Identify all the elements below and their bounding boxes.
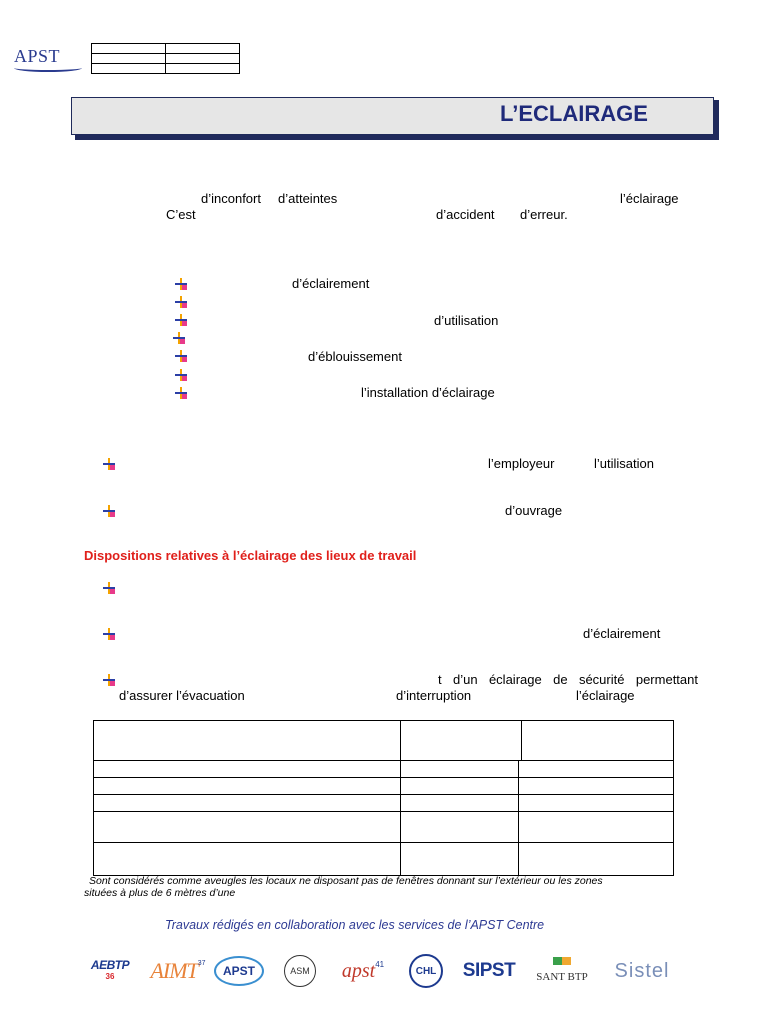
sipst-logo	[457, 954, 521, 988]
bullet-icon	[103, 674, 115, 686]
apst-partner-logo	[214, 954, 264, 988]
bullet-icon	[103, 628, 115, 640]
list1-item: d’utilisation	[434, 313, 499, 328]
reference-table	[91, 43, 240, 74]
ref-cell	[166, 54, 240, 64]
list2-word: l’employeur	[488, 456, 555, 471]
intro-word: d’accident	[436, 207, 495, 222]
footnote-line: situées à plus de 6 mètres d’une	[84, 887, 236, 899]
section-item-word: d’interruption	[396, 688, 472, 703]
bullet-icon	[175, 314, 187, 326]
apst-logo-text: APST	[14, 46, 61, 66]
apst-partner-logo-text: APST	[222, 964, 255, 978]
section-item-line: t d’un éclairage de sécurité permettant	[438, 672, 698, 687]
table-header-cell	[400, 720, 522, 761]
santbtp-logo-mark	[553, 957, 571, 965]
page-title: L’ECLAIRAGE	[500, 101, 648, 126]
table-cell	[400, 777, 519, 795]
lighting-table	[93, 720, 674, 876]
list2-word: l’utilisation	[594, 456, 654, 471]
bullet-icon	[175, 278, 187, 290]
bullet-icon	[175, 296, 187, 308]
aimt-logo-sup: 37	[197, 960, 206, 967]
bullet-icon	[103, 505, 115, 517]
ref-cell	[166, 64, 240, 74]
ref-cell	[92, 64, 166, 74]
section-heading: Dispositions relatives à l’éclairage des lieux de travail	[84, 548, 417, 563]
table-cell	[400, 794, 519, 812]
aimt-logo-text: AIMT	[150, 958, 198, 983]
ref-cell	[92, 54, 166, 64]
table-cell	[518, 777, 674, 795]
section-item: d’éclairement	[583, 626, 661, 641]
ref-cell	[166, 44, 240, 54]
apst41-logo-text: apst	[341, 959, 376, 982]
table-cell	[93, 760, 401, 778]
sistel-logo	[604, 954, 680, 988]
table-cell	[93, 842, 401, 876]
apst41-logo	[333, 954, 393, 988]
aebtp-logo-sub: 36	[105, 972, 115, 981]
table-cell	[400, 760, 519, 778]
list2-word: d’ouvrage	[505, 503, 563, 518]
aebtp-logo	[88, 954, 132, 988]
table-header-cell	[93, 720, 401, 761]
table-cell	[400, 811, 519, 843]
collaboration-note: Travaux rédigés en collaboration avec les services de l’APST Centre	[165, 918, 545, 932]
list1-item: d’éclairement	[292, 276, 370, 291]
table-cell	[518, 794, 674, 812]
chl-logo-text: CHL	[415, 965, 437, 977]
sipst-logo-text: SIPST	[462, 960, 516, 981]
intro-word: C’est	[166, 207, 196, 222]
table-cell	[400, 842, 519, 876]
footnote-line: Sont considérés comme aveugles les locaux ne disposant pas de fenêtres donnant sur l’extérieur ou les zones	[89, 875, 603, 887]
chl-logo	[407, 954, 445, 988]
list1-item: d’éblouissement	[308, 349, 402, 364]
table-header-cell	[521, 720, 674, 761]
section-item-word: d’assurer l’évacuation	[119, 688, 245, 703]
table-cell	[518, 760, 674, 778]
table-cell	[93, 811, 401, 843]
intro-word: l’éclairage	[620, 191, 679, 206]
intro-word: d’inconfort	[201, 191, 261, 206]
list1-item: l’installation d’éclairage	[361, 385, 495, 400]
ref-cell	[92, 44, 166, 54]
intro-word: d’atteintes	[278, 191, 338, 206]
bullet-icon	[175, 350, 187, 362]
asm-logo-text: ASM	[290, 966, 310, 976]
sistel-logo-text: Sistel	[614, 959, 670, 982]
apst-logo	[14, 46, 84, 72]
table-cell	[518, 842, 674, 876]
santbtp-logo	[530, 954, 594, 988]
santbtp-logo-text: SANT BTP	[536, 971, 588, 983]
table-cell	[518, 811, 674, 843]
section-item-word: l’éclairage	[576, 688, 635, 703]
logo-swoosh	[14, 64, 82, 72]
asm-logo	[282, 954, 318, 988]
bullet-icon	[103, 582, 115, 594]
bullet-icon	[175, 387, 187, 399]
apst41-logo-sup: 41	[375, 960, 385, 969]
bullet-icon	[103, 458, 115, 470]
bullet-icon	[175, 369, 187, 381]
footnote	[84, 875, 603, 899]
table-cell	[93, 794, 401, 812]
table-cell	[93, 777, 401, 795]
aebtp-logo-text: AEBTP	[90, 958, 130, 972]
bullet-icon	[173, 332, 185, 344]
intro-word: d’erreur.	[520, 207, 568, 222]
aimt-logo	[152, 954, 204, 988]
